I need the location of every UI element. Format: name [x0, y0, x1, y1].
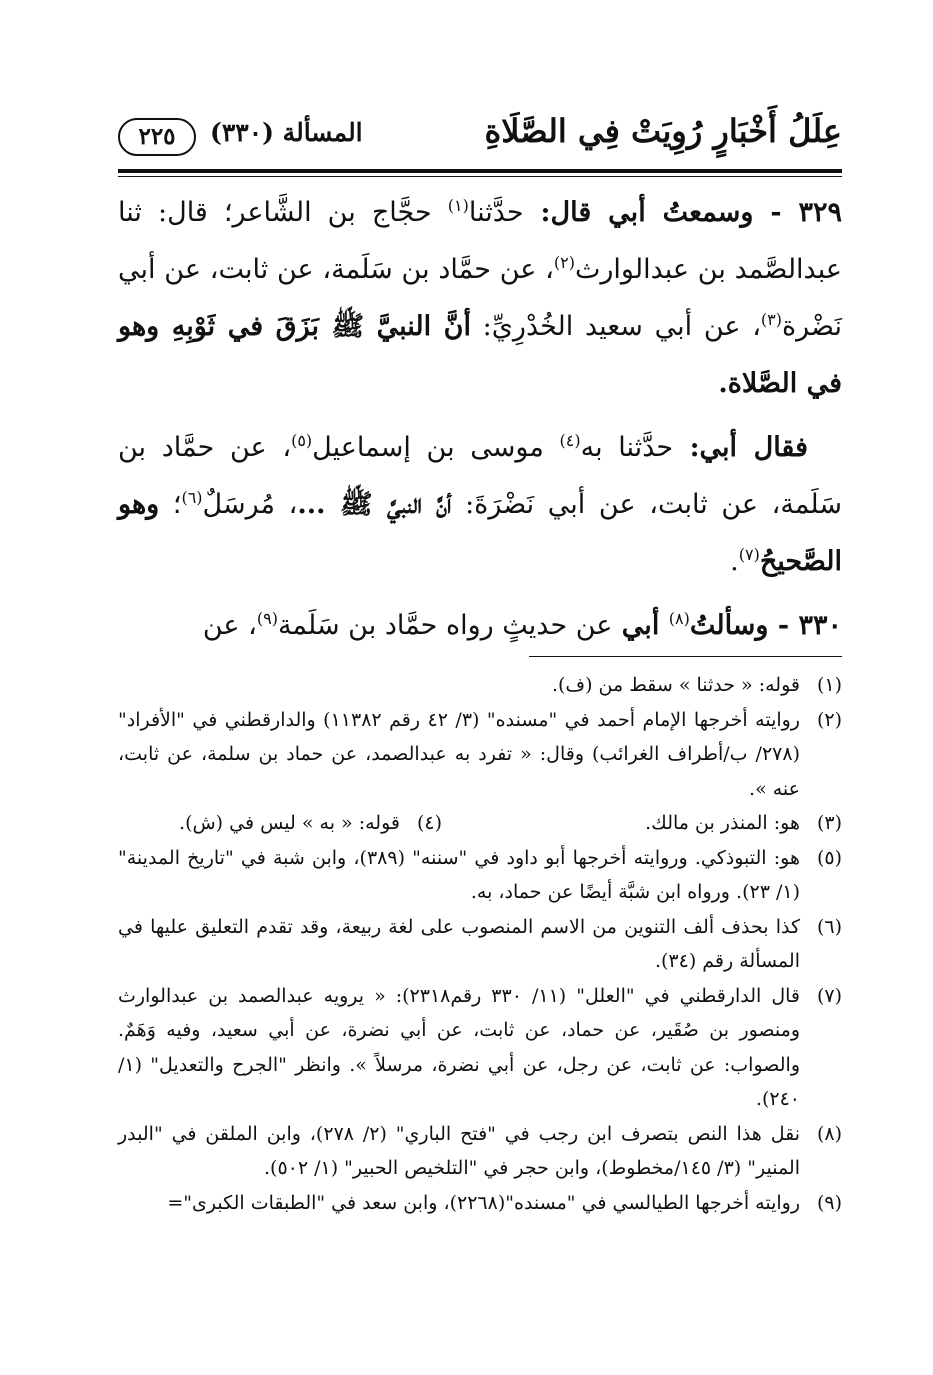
footnote-ref: (٩): [256, 609, 278, 628]
footnote-number: (٩): [816, 1191, 842, 1214]
text-run: ، عن حمَّاد بن سَلَمة، عن ثابت، عن أبي نَضْرة: [118, 254, 842, 342]
footnote-4: [179, 806, 442, 841]
footnotes: [118, 668, 842, 1220]
entry-number: ٣٣٠ -: [768, 610, 842, 641]
footnote-ref: (٢): [553, 253, 575, 272]
footnote-8: [118, 1117, 842, 1186]
text-run: .: [730, 546, 739, 577]
footnote-ref: (٦): [181, 488, 203, 507]
entry-lead: أبي: [612, 610, 669, 641]
footnote-number: (١): [816, 674, 842, 696]
footnote-ref: (٤): [559, 431, 581, 450]
footnote-number: (٣): [816, 812, 842, 834]
paragraph-330: [118, 597, 842, 654]
main-text: [118, 184, 842, 654]
footnote-number: (٦): [816, 915, 842, 938]
footnote-5: [118, 841, 842, 910]
footnote-number: (٧): [816, 984, 842, 1007]
footnote-2: [118, 703, 842, 807]
header-rule-thick: [118, 169, 842, 173]
paragraph-329: [118, 184, 842, 412]
footnote-ref: (٧): [738, 545, 760, 564]
hadith-text: أنَّ النبيَّ ﷺ ...: [297, 489, 452, 520]
footnote-1: [118, 668, 842, 703]
page-number: ٢٢٥: [118, 118, 196, 156]
footnote-text: قوله: « حدثنا » سقط من (ف).: [551, 674, 800, 696]
footnote-ref: (١): [447, 196, 469, 215]
text-run: عن حديثٍ رواه حمَّاد بن سَلَمة: [277, 610, 613, 641]
page-header: [118, 112, 842, 164]
verdict-text: وهو الصَّحيحُ: [118, 489, 842, 577]
footnote-text: هو: المنذر بن مالك.: [645, 812, 800, 834]
text-run: ، عن: [202, 610, 257, 641]
text-run: حدَّثنا به: [580, 432, 674, 463]
footnote-number: (٥): [816, 846, 842, 869]
footnote-ref: (٨): [668, 609, 690, 628]
entry-lead: وسألتُ: [689, 610, 769, 641]
text-run: حدَّثنا: [468, 197, 524, 228]
text-run: ؛: [159, 489, 182, 520]
text-run: حجَّاج بن الشَّاعر؛ قال: ثنا عبدالصَّمد بن عبدالوارث: [118, 197, 842, 285]
text-run: ، عن أبي سعيد الخُدْرِيِّ:: [470, 311, 761, 342]
entry-number: ٣٢٩ -: [753, 197, 843, 228]
hadith-text: أنَّ النبيَّ ﷺ بَزَقَ في ثَوْبِهِ وهو في الصَّلاة.: [118, 311, 842, 399]
paragraph-329-comment: [118, 419, 842, 590]
footnote-separator: [529, 656, 842, 657]
footnote-row-3-4: [118, 806, 842, 841]
footnote-text: كذا بحذف ألف التنوين من الاسم المنصوب على لغة ربيعة، وقد تقدم التعليق عليها في المسألة رقم (٣٤).: [118, 915, 800, 972]
entry-lead: وسمعتُ أبي قال:: [523, 197, 754, 228]
footnote-text: نقل هذا النص بتصرف ابن رجب في "فتح الباري" (٢/ ٢٧٨)، وابن الملقن في "البدر المنير" (٣/ ١٤٥/مخطوط)، وابن حجر في "التلخيص الحبير" (١/ ٥٠٢).: [118, 1122, 800, 1179]
footnote-text: روايته أخرجها الإمام أحمد في "مسنده" (٣/ ٤٢ رقم ١١٣٨٢) والدارقطني في "الأفراد" (٢٧٨/ ب/أطراف الغرائب) وقال: « تفرد به عبدالصمد، عن حماد بن سلمة، عن ثابت، عنه ».: [118, 708, 800, 800]
footnote-6: [118, 910, 842, 979]
issue-label: المسألة (٣٣٠): [210, 118, 363, 147]
footnote-ref: (٥): [291, 431, 313, 450]
footnote-text: روايته أخرجها الطيالسي في "مسنده"(٢٢٦٨)، وابن سعد في "الطبقات الكبرى"=: [167, 1191, 800, 1214]
text-run: ، مُرسَلٌ: [202, 489, 298, 520]
footnote-number: (٢): [816, 708, 842, 731]
entry-lead: فقال أبي:: [673, 432, 808, 463]
footnote-text: قال الدارقطني في "العلل" (١١/ ٣٣٠ رقم٢٣١٨): « يرويه عبدالصمد بن عبدالوارث ومنصور بن صُقَير، عن حماد، عن ثابت، عن أبي نضرة، عن أبي سعيد، وفيه وَهَمٌ. والصواب: عن ثابت، عن رجل، عن أبي نضرة، مرسلاً ». وانظر "الجرح والتعديل" (١/ ٢٤٠).: [118, 984, 800, 1110]
text-run: ، عن حمَّاد بن سَلَمة، عن ثابت، عن أبي نَضْرَةَ:: [118, 432, 842, 520]
footnote-text: هو: التبوذكي. وروايته أخرجها أبو داود في "سننه" (٣٨٩)، وابن شبة في "تاريخ المدينة" (١/ ٢٣). ورواه ابن شبَّة أيضًا عن حماد، به.: [118, 846, 800, 903]
header-rule-thin: [118, 176, 842, 177]
footnote-number: (٨): [816, 1122, 842, 1145]
book-title: عِلَلُ أَخْبَارٍ رُوِيَتْ فِي الصَّلَاةِ: [484, 112, 842, 150]
footnote-9: [118, 1186, 842, 1221]
text-run: موسى بن إسماعيل: [312, 432, 560, 463]
footnote-ref: (٣): [760, 310, 783, 329]
footnote-3: [482, 806, 842, 841]
footnote-7: [118, 979, 842, 1117]
footnote-text: قوله: « به » ليس في (ش).: [179, 812, 400, 834]
footnote-number: (٤): [416, 812, 442, 834]
